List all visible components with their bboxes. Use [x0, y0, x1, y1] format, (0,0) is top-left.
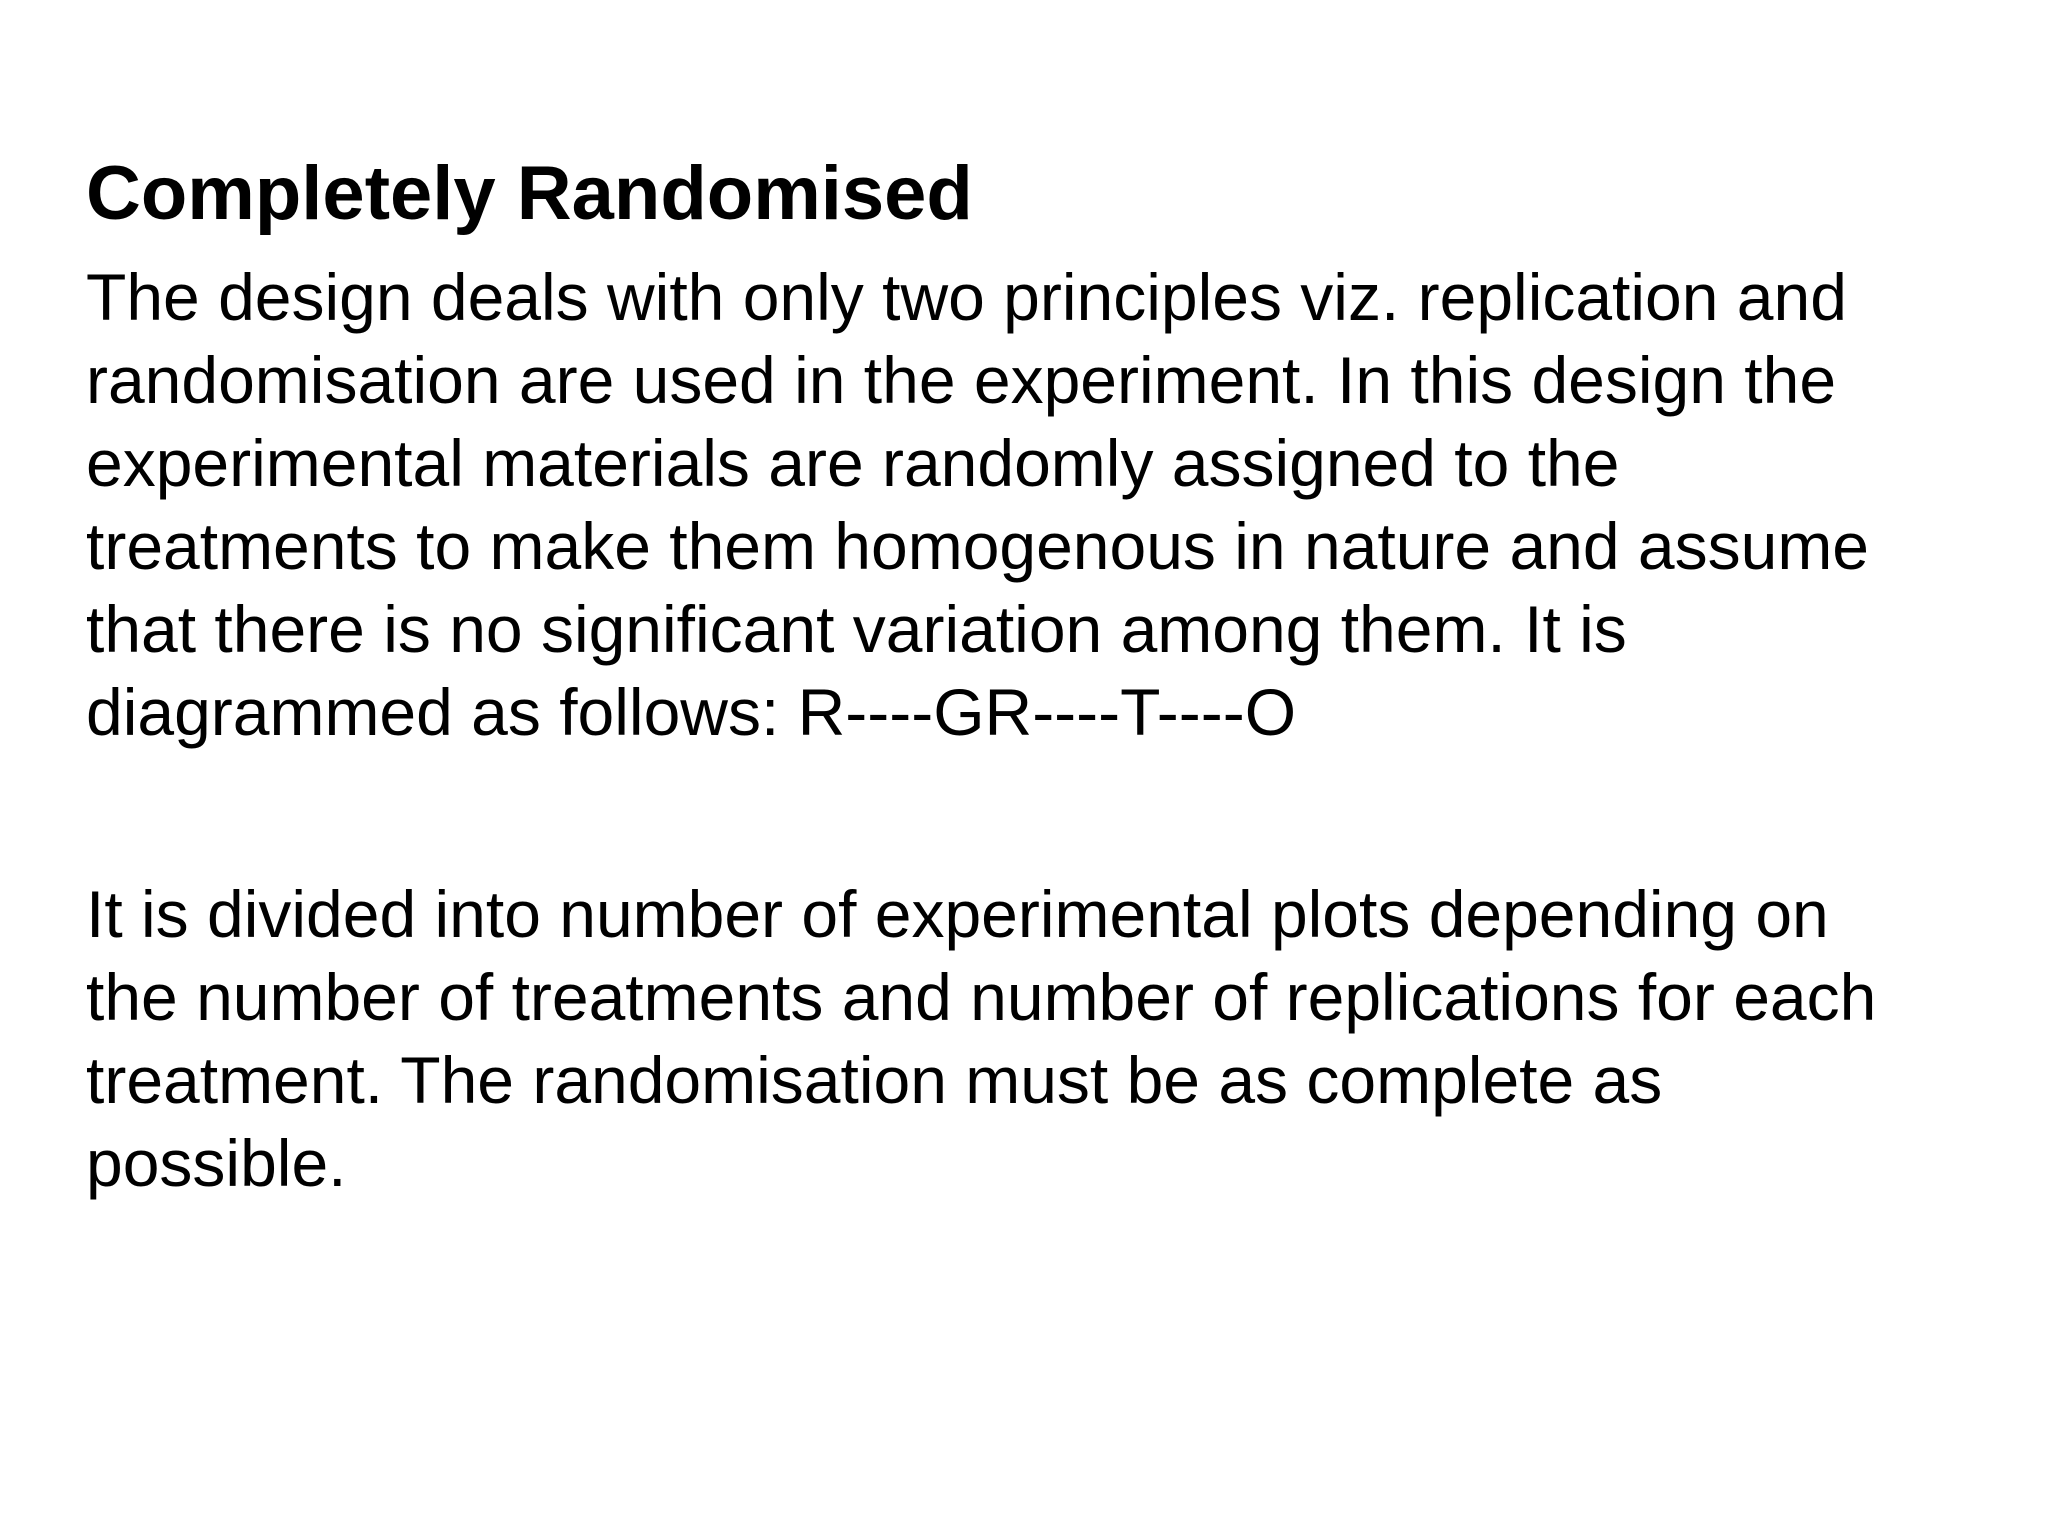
text-line: the number of treatments and number of replications for each — [86, 960, 1877, 1034]
text-line: possible. — [86, 1126, 347, 1200]
text-line: The design deals with only two principles viz. replication and — [86, 260, 1847, 334]
text-line: treatment. The randomisation must be as complete as — [86, 1043, 1663, 1117]
text-line: diagrammed as follows: R----GR----T----O — [86, 675, 1297, 749]
text-line: treatments to make them homogenous in nature and assume — [86, 509, 1869, 583]
body-paragraph-2 — [86, 873, 1986, 1205]
text-line: that there is no significant variation among them. It is — [86, 592, 1627, 666]
text-line: experimental materials are randomly assigned to the — [86, 426, 1620, 500]
text-line: randomisation are used in the experiment. In this design the — [86, 343, 1837, 417]
slide-title: Completely Randomised — [86, 151, 973, 236]
body-paragraph-1 — [86, 256, 1986, 754]
text-line: It is divided into number of experimental plots depending on — [86, 877, 1829, 951]
